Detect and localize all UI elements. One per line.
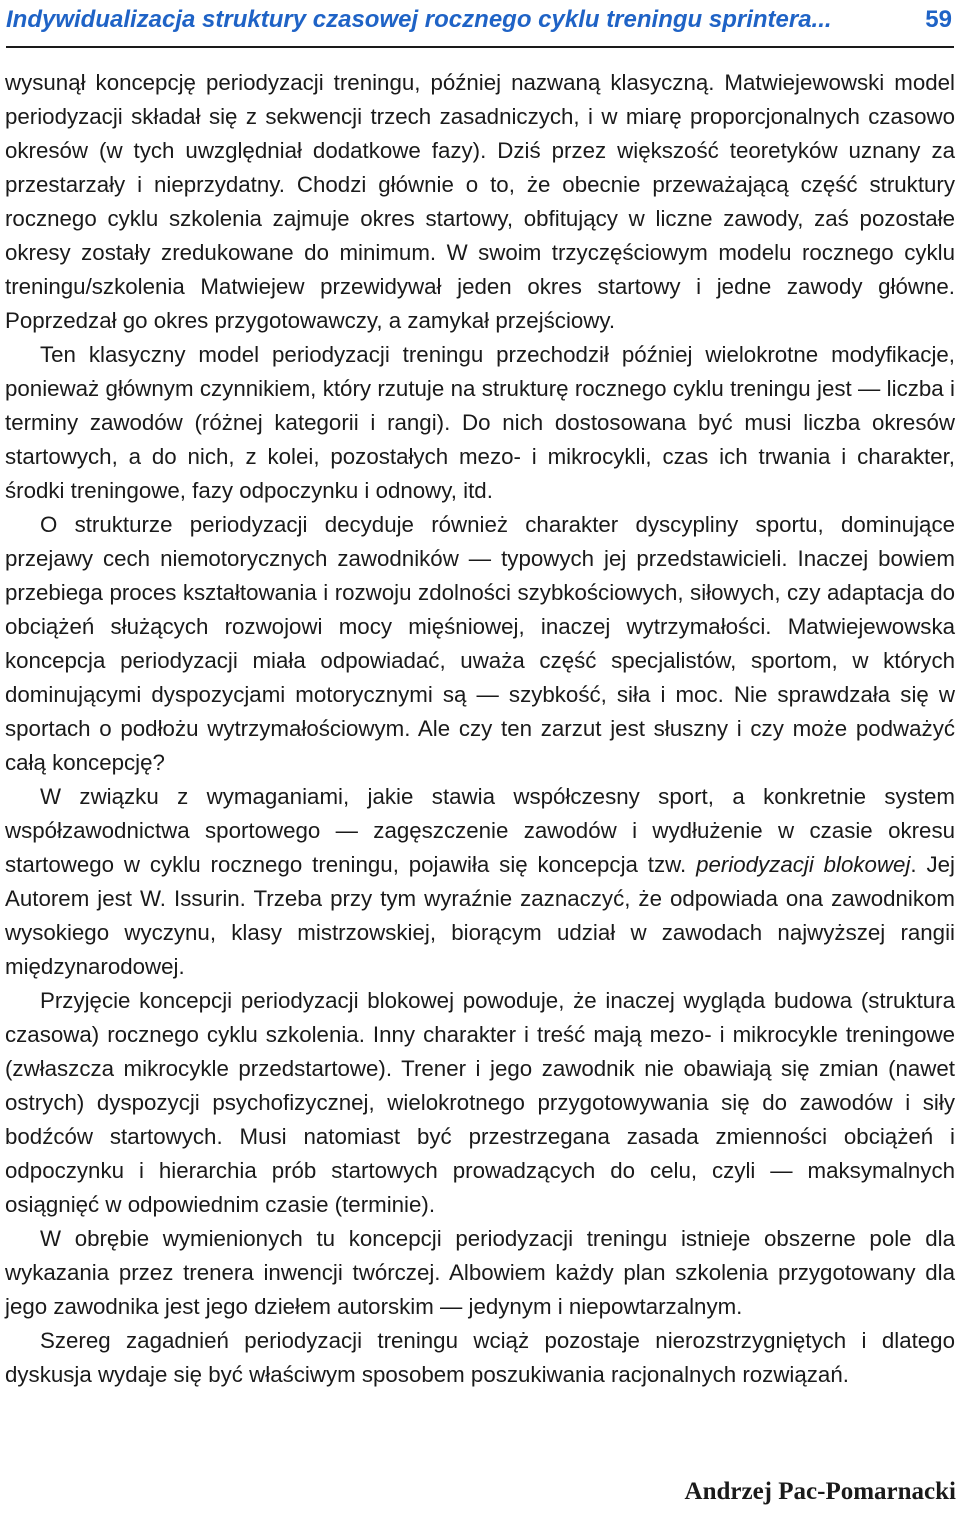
- article-body: [5, 66, 955, 1392]
- paragraph-5: Przyjęcie koncepcji periodyzacji blokowej powoduje, że inaczej wygląda budowa (struktura czasowa) rocznego cyklu szkolenia. Inny charakter i treść mają mezo- i mikrocykle treningowe (zwłaszcza mikrocykle przedstartowe). Trener i jego zawodnik nie obawiają się zmian (nawet ostrych) dyspozycji psychofizycznej, wielokrotnego przygotowywania się do zawodów i siły bodźców startowych. Musi natomiast być przestrzegana zasada zmienności obciążeń i odpoczynku i hierarchia prób startowych prowadzących do celu, czyli — maksymalnych osiągnięć w odpowiednim czasie (terminie).: [5, 988, 955, 1217]
- paragraph-2: Ten klasyczny model periodyzacji treningu przechodził później wielokrotne modyfikacje, ponieważ głównym czynnikiem, który rzutuje na strukturę rocznego cyklu treningu jest — liczba i terminy zawodów (różnej kategorii i rangi). Do nich dostosowana być musi liczba okresów startowych, a do nich, z kolei, pozostałych mezo- i mikrocykli, czas ich trwania i charakter, środki treningowe, fazy odpoczynku i odnowy, itd.: [5, 342, 955, 503]
- paragraph-1: wysunął koncepcję periodyzacji treningu, później nazwaną klasyczną. Matwiejewowski model periodyzacji składał się z sekwencji trzech zasadniczych, i w miarę proporcjonalnych czasowo okresów (w tych uwzględniał dodatkowe fazy). Dziś przez większość teoretyków uznany za przestarzały i nieprzydatny. Chodzi głównie o to, że obecnie przeważającą część struktury rocznego cyklu szkolenia zajmuje okres startowy, obfitujący w liczne zawody, zaś pozostałe okresy zostały zredukowane do minimum. W swoim trzyczęściowym modelu rocznego cyklu treningu/szkolenia Matwiejew przewidywał jeden okres startowy i jedne zawody główne. Poprzedzał go okres przygotowawczy, a zamykał przejściowy.: [5, 70, 955, 333]
- paragraph-6: W obrębie wymienionych tu koncepcji periodyzacji treningu istnieje obszerne pole dla wykazania przez trenera inwencji twórczej. Albowiem każdy plan szkolenia przygotowany dla jego zawodnika jest jego dziełem autorskim — jedynym i niepowtarzalnym.: [5, 1226, 955, 1319]
- running-title: Indywidualizacja struktury czasowej rocznego cyklu treningu sprintera...: [6, 6, 832, 33]
- author-signature: Andrzej Pac-Pomarnacki: [684, 1478, 956, 1505]
- block-periodization-term: periodyzacji blokowej: [696, 852, 911, 877]
- paragraph-7: Szereg zagadnień periodyzacji treningu wciąż pozostaje nierozstrzygniętych i dlatego dyskusja wydaje się być właściwym sposobem poszukiwania racjonalnych rozwiązań.: [5, 1328, 955, 1387]
- page-header: [6, 2, 954, 48]
- paragraph-4: [5, 780, 955, 984]
- paragraph-4-text-start: W związku z wymaganiami, jakie stawia współczesny sport, a konkretnie system współzawodnictwa sportowego — zagęszczenie zawodów i wydłużenie w czasie okresu startowego w cyklu rocznego treningu, pojawiła się koncepcja tzw.: [5, 784, 955, 877]
- paragraph-3: O strukturze periodyzacji decyduje również charakter dyscypliny sportu, dominujące przejawy cech niemotorycznych zawodników — typowych jej przedstawicieli. Inaczej bowiem przebiega proces kształtowania i rozwoju zdolności szybkościowych, siłowych, czy adaptacja do obciążeń służących rozwojowi mocy mięśniowej, inaczej wytrzymałości. Matwiejewowska koncepcja periodyzacji miała odpowiadać, uważa część specjalistów, sportom, w których dominującymi dyspozycjami motorycznymi są — szybkość, siła i moc. Nie sprawdzała się w sportach o podłożu wytrzymałościowym. Ale czy ten zarzut jest słuszny i czy może podważyć całą koncepcję?: [5, 512, 955, 775]
- paragraph-4-text-end: . Jej Autorem jest W. Issurin. Trzeba przy tym wyraźnie zaznaczyć, że odpowiada ona zawodnikom wysokiego wyczynu, klasy mistrzowskiej, biorącym udział w zawodach najwyższej rangii międzynarodowej.: [5, 852, 955, 979]
- page-number: 59: [925, 6, 952, 33]
